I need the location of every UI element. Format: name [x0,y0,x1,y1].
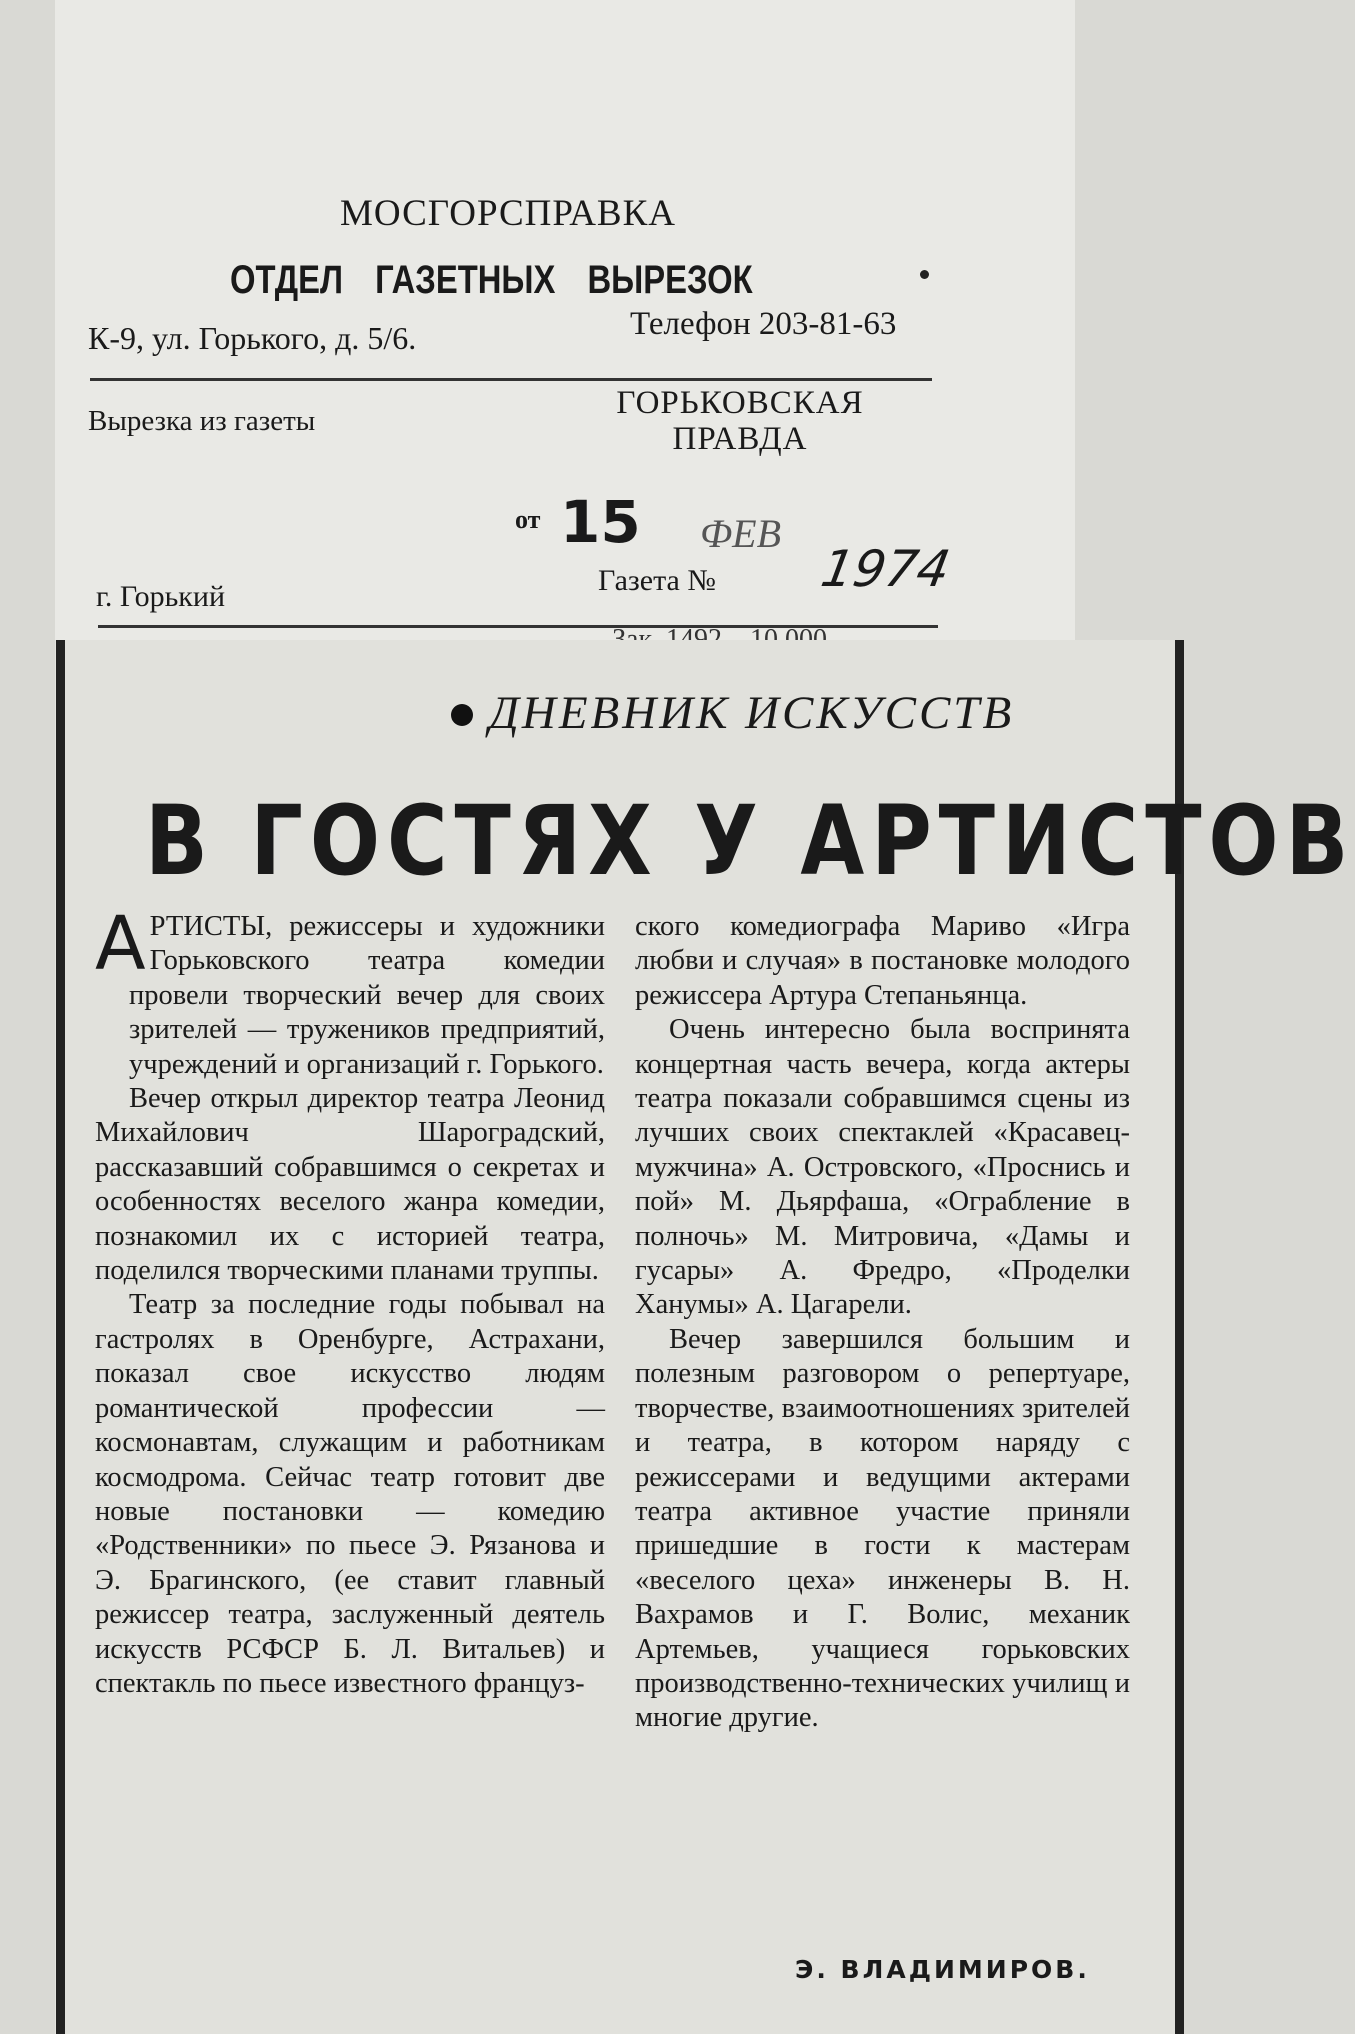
article-column-right [635,910,1130,1736]
divider [90,378,932,381]
date-day: 15 [560,488,641,556]
newspaper-clipping [56,640,1355,2034]
agency-name: МОСГОРСПРАВКА [340,193,677,234]
agency-address: К-9, ул. Горького, д. 5/6. [88,320,417,356]
paragraph: Очень интересно была воспринята концертная часть вечера, когда актеры театра показали собравшимся сцены из лучших своих спектаклей «Красавец-мужчина» А. Островского, «Проснись и пой» М. Дьярфаша, «Ограбление в полночь» М. Митровича, «Дамы и гусары» А. Фредро, «Проделки Ханумы» А. Цагарели. [635,1014,1130,1321]
divider [98,625,938,628]
paragraph: Вечер завершился большим и полезным разговором о репертуаре, творчестве, взаимоотношениях зрителей и театра, в котором наряду с режиссерами и ведущими актерами театра активное участие приняли пришедшие в гости к мастерам «веселого цеха» инженеры В. Н. Вахрамов и Г. Волис, механик Артемьев, учащиеся горьковских производственно-технических училищ и многие другие. [635,1323,1130,1734]
paragraph: АРТИСТЫ, режиссеры и художники Горьковского театра комедии провели творческий вечер для своих зрителей — тружеников предприятий, учреждений и организаций г. Горького. [95,901,605,1080]
bullet-icon [451,704,473,726]
rubric: ДНЕВНИК ИСКУССТВ [489,687,1015,739]
handwritten-year: 1974 [816,540,955,598]
author-signature: Э. ВЛАДИМИРОВ. [795,1955,1090,1984]
headline: В ГОСТЯХ У АРТИСТОВ [145,785,1355,897]
date-prefix: от [515,505,541,534]
gazette-number-label: Газета № [598,564,716,597]
article-column-left [95,901,605,1701]
agency-phone: Телефон 203-81-63 [630,306,897,342]
drop-cap: А [95,901,146,987]
newspaper-name: ГОРЬКОВСКАЯ ПРАВДА [616,385,864,457]
clip-from-label: Вырезка из газеты [88,405,316,437]
ink-dot [920,270,929,279]
date-month-stamp: ФЕВ [700,511,782,556]
paragraph: ского комедиографа Мариво «Игра любви и случая» в постановке молодого режиссера Артура Степаньянца. [635,911,1130,1011]
department-name: ОТДЕЛ ГАЗЕТНЫХ ВЫРЕЗОК [230,258,753,302]
paragraph: Театр за последние годы побывал на гастролях в Оренбурге, Астрахани, показал свое искусство людям романтической профессии — космонавтам, служащим и работникам космодрома. Сейчас театр готовит две новые постановки — комедию «Родственники» по пьесе Э. Рязанова и Э. Брагинского, (ее ставит главный режиссер театра, заслуженный деятель искусств РСФСР Б. Л. Витальев) и спектакль по пьесе известного француз- [95,1289,605,1699]
city-label: г. Горький [96,580,225,613]
paragraph: Вечер открыл директор театра Леонид Михайлович Шароградский, рассказавший собравшимся о секретах и особенностях веселого жанра комедии, познакомил их с историей театра, поделился творческими планами труппы. [95,1083,605,1287]
